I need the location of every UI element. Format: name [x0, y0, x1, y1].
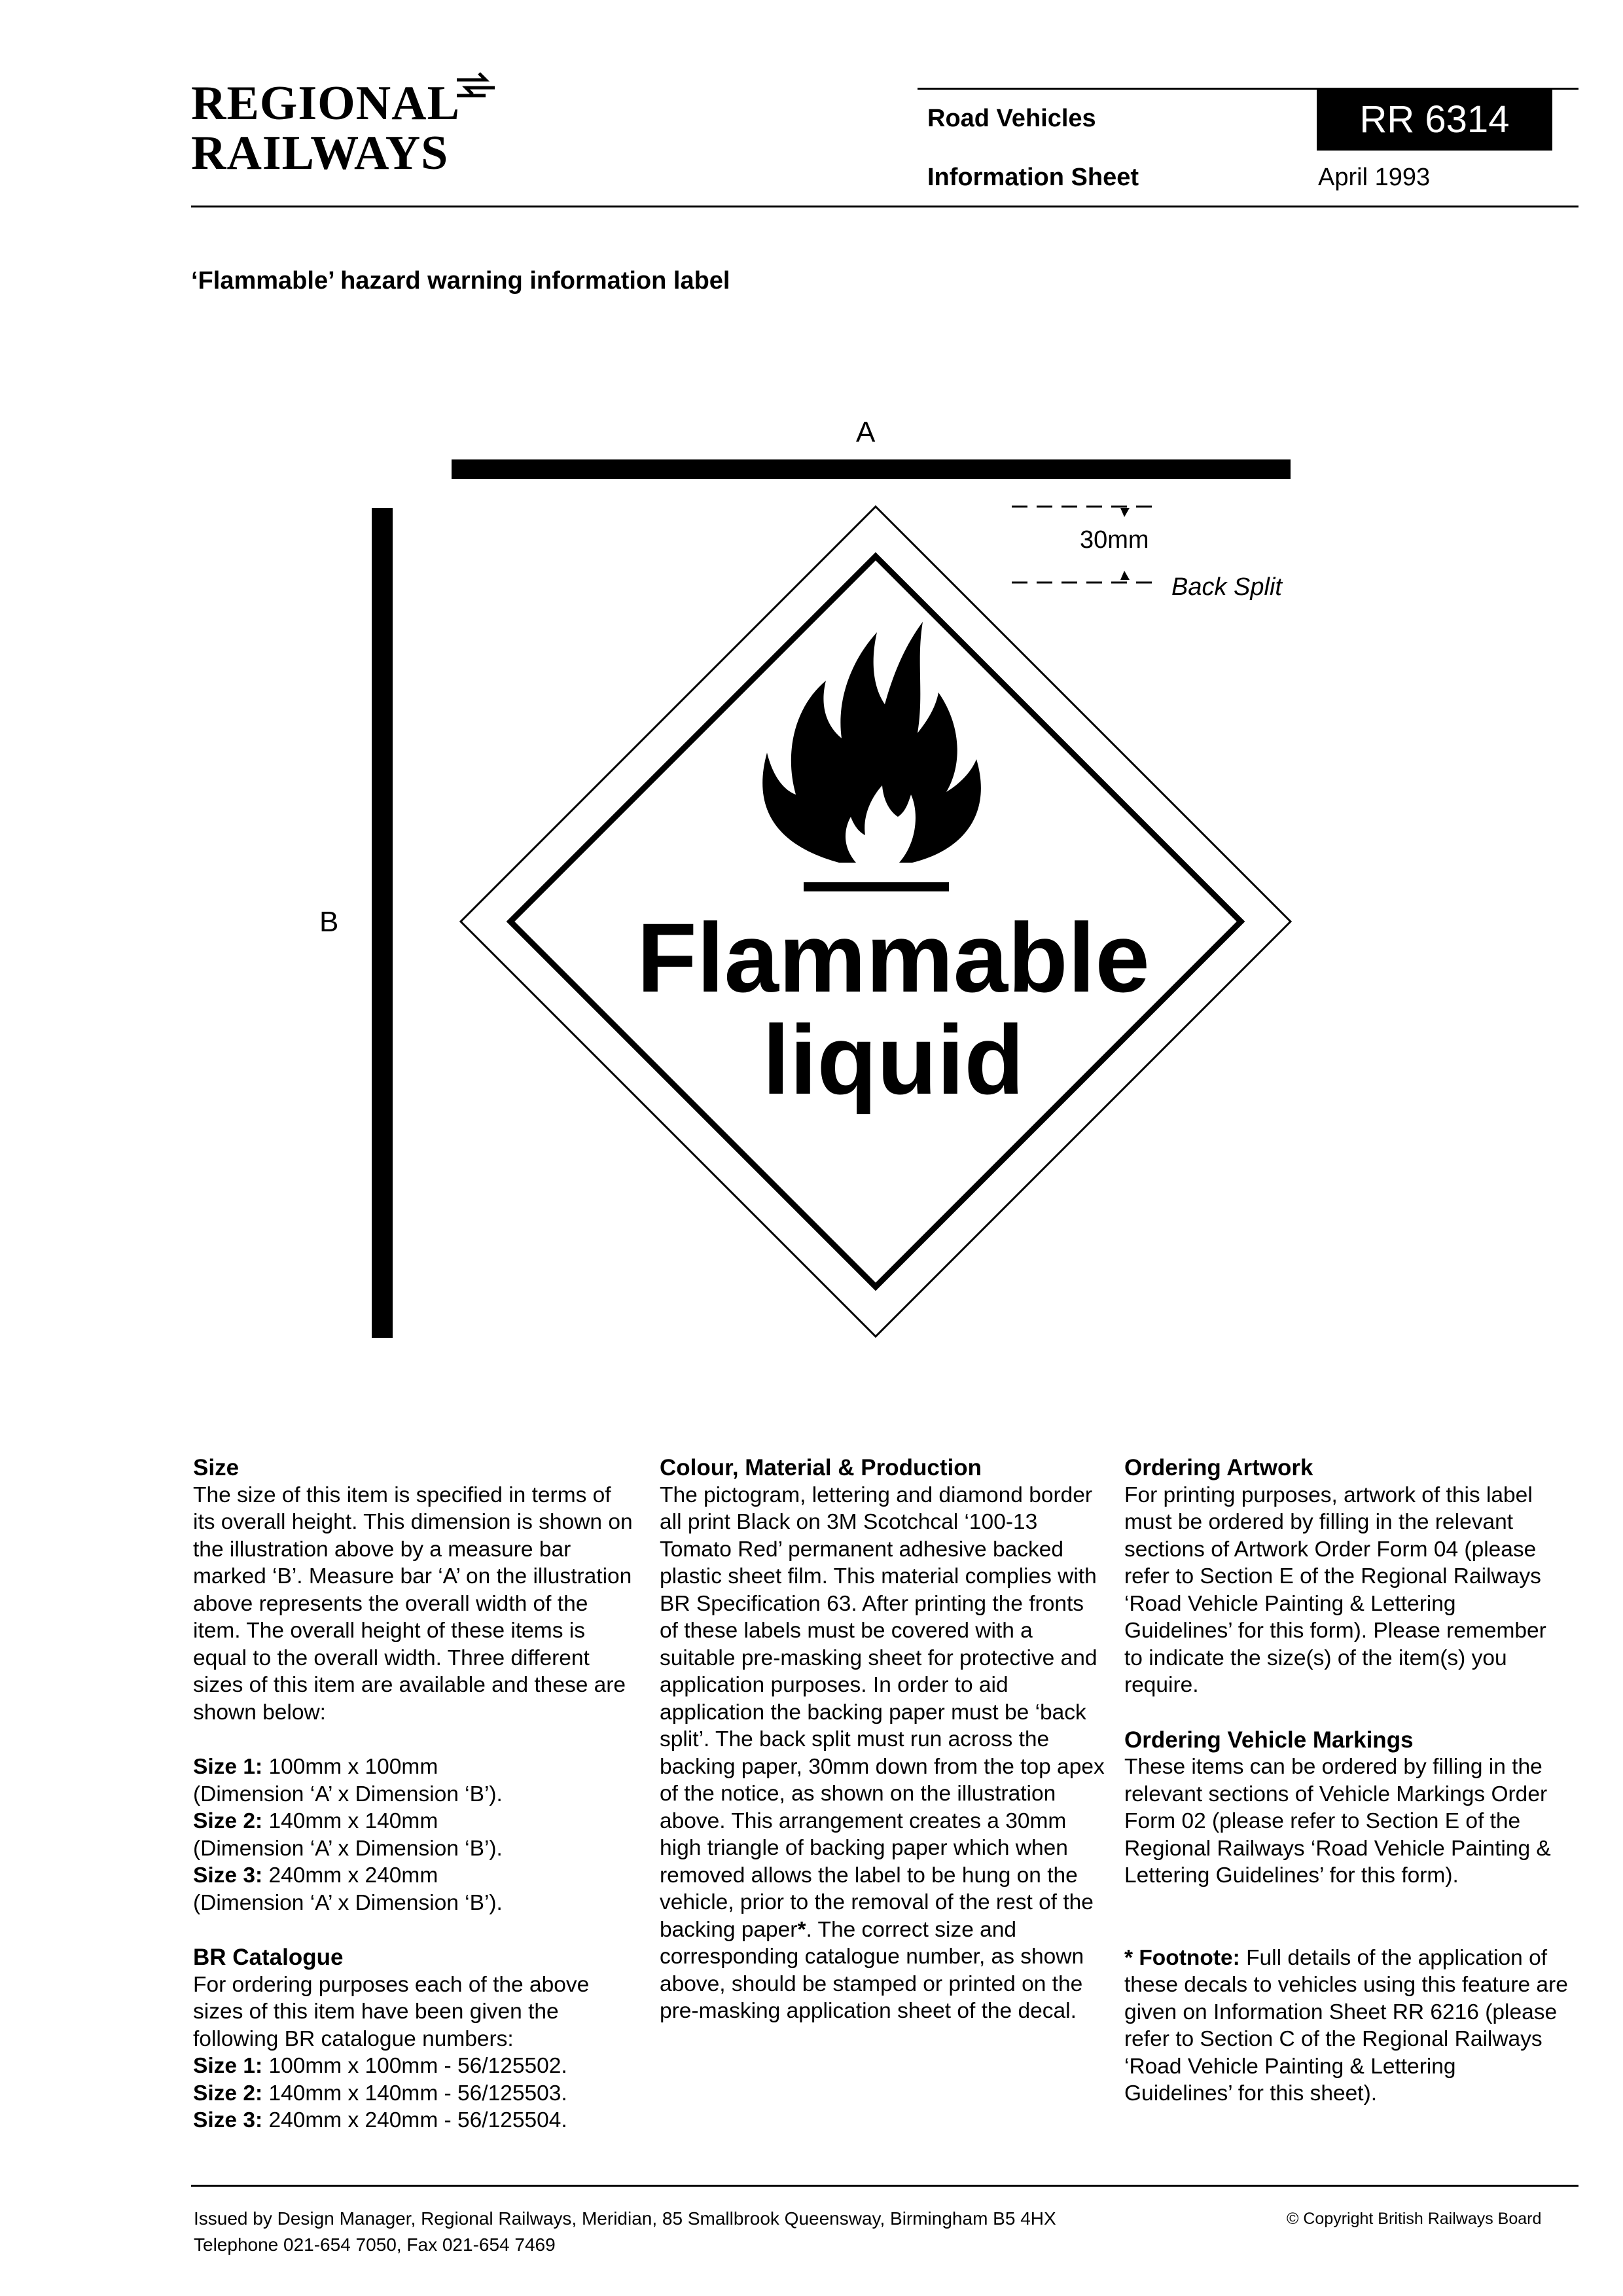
production-text: The pictogram, lettering and diamond border all print Black on 3M Scotchcal ‘100-13 Tomato Red’ permanent adhesive backed plastic sheet film. This material complies with BR Specification 63. After printing the fronts of these labels must be covered with a suitable pre-masking sheet for protective and application purposes. In order to aid application the backing paper must be ‘back split’. The back split must run across the backing paper, 30mm down from the top apex of the notice, as shown on the illustration above. This arrangement creates a 30mm high triangle of backing paper which when removed allows the label to be hung on the vehicle, prior to the removal of the rest of the backing paper*. The correct size and corresponding catalogue number, as shown above, should be stamped or printed on the pre-masking application sheet of the decal.	[660, 1482, 1105, 2023]
markings-text: These items can be ordered by filling in the relevant sections of Vehicle Markings Order Form 02 (please refer to Section E of the Regional Railways ‘Road Vehicle Painting & Lettering Guidelines’ for this form).	[1124, 1755, 1551, 1888]
catalogue-description: For ordering purposes each of the above sizes of this item have been given the following BR catalogue numbers:	[193, 1972, 590, 2051]
page-title: ‘Flammable’ hazard warning information label	[191, 267, 730, 295]
artwork-text: For printing purposes, artwork of this label must be ordered by filling in the relevant sections of Artwork Order Form 04 (please refer to Section E of the Regional Railways ‘Road Vehicle Painting & Lettering Guidelines’ for this form). Please remember to indicate the size(s) of the item(s) you require.	[1124, 1482, 1546, 1697]
category-label: Road Vehicles	[927, 105, 1096, 132]
ordering-column	[1124, 1454, 1569, 2108]
measure-bar-b	[372, 508, 393, 1338]
logo-line-1: REGIONAL	[191, 77, 460, 130]
measure-bar-a	[452, 459, 1291, 479]
footer-divider	[191, 2185, 1578, 2187]
size-heading: Size	[193, 1455, 240, 1480]
catalogue-entry: Size 3: 240mm x 240mm - 56/125504.	[193, 2108, 567, 2132]
issue-date: April 1993	[1318, 164, 1431, 191]
size-note: (Dimension ‘A’ x Dimension ‘B’).	[193, 1782, 503, 1806]
back-split-measurement: 30mm	[1080, 526, 1149, 554]
measure-label-b: B	[319, 906, 339, 938]
sign-text-line-2: liquid	[762, 1005, 1024, 1115]
logo-line-2: RAILWAYS	[191, 126, 449, 180]
size-entry: Size 1: 100mm x 100mm	[193, 1755, 438, 1779]
size-note: (Dimension ‘A’ x Dimension ‘B’).	[193, 1836, 503, 1861]
back-split-label: Back Split	[1171, 573, 1282, 601]
issuer-address	[194, 2206, 1056, 2258]
catalogue-entry: Size 2: 140mm x 140mm - 56/125503.	[193, 2081, 567, 2106]
markings-heading: Ordering Vehicle Markings	[1124, 1727, 1414, 1753]
artwork-heading: Ordering Artwork	[1124, 1455, 1313, 1480]
catalogue-heading: BR Catalogue	[193, 1945, 344, 1970]
copyright-notice: © Copyright British Railways Board	[1287, 2210, 1542, 2228]
size-entry: Size 2: 140mm x 140mm	[193, 1809, 438, 1833]
footnote: * Footnote: Full details of the application of these decals to vehicles using this feature are given on Information Sheet RR 6216 (please refer to Section C of the Regional Railways ‘Road Vehicle Painting & Lettering Guidelines’ for this sheet).	[1124, 1945, 1568, 2106]
sheet-type-label: Information Sheet	[927, 164, 1139, 191]
size-entry: Size 3: 240mm x 240mm	[193, 1863, 438, 1888]
size-column	[193, 1454, 638, 2134]
size-note: (Dimension ‘A’ x Dimension ‘B’).	[193, 1890, 503, 1915]
sign-text-line-1: Flammable	[637, 903, 1150, 1013]
size-description: The size of this item is specified in terms of its overall height. This dimension is shown on the illustration above by a measure bar marked ‘B’. Measure bar ‘A’ on the illustration above represents the overall width of the item. The overall height of these items is equal to the overall width. Three different sizes of this item are available and these are shown below:	[193, 1482, 633, 1725]
document-code-badge: RR 6314	[1317, 89, 1552, 151]
address-line-1: Issued by Design Manager, Regional Railways, Meridian, 85 Smallbrook Queensway, Birmingham B5 4HX	[194, 2208, 1056, 2229]
measure-label-a: A	[856, 416, 876, 448]
production-column	[660, 1454, 1105, 2025]
address-line-2: Telephone 021-654 7050, Fax 021-654 7469	[194, 2234, 556, 2255]
production-heading: Colour, Material & Production	[660, 1455, 982, 1480]
catalogue-entry: Size 1: 100mm x 100mm - 56/125502.	[193, 2054, 567, 2078]
